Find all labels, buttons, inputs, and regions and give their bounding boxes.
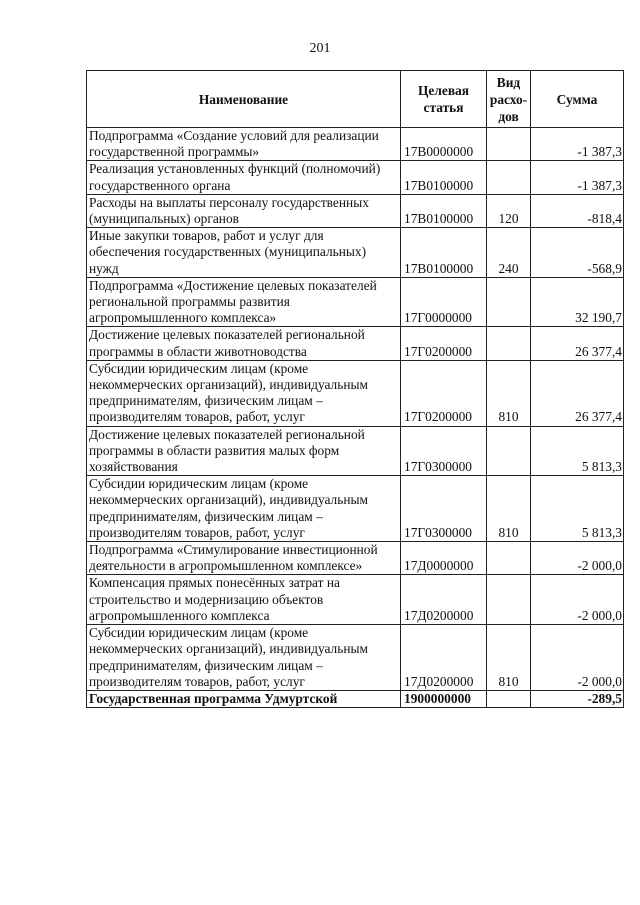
row-name: Подпрограмма «Создание условий для реализации государственной программы» — [87, 128, 401, 161]
total-sum: -289,5 — [531, 690, 624, 707]
row-code: 17Г0300000 — [401, 476, 487, 542]
row-type — [487, 542, 531, 575]
total-code: 1900000000 — [401, 690, 487, 707]
row-code: 17Д0200000 — [401, 575, 487, 625]
row-type: 810 — [487, 476, 531, 542]
row-sum: 32 190,7 — [531, 277, 624, 327]
row-type: 810 — [487, 360, 531, 426]
row-type: 810 — [487, 625, 531, 691]
header-sum: Сумма — [531, 71, 624, 128]
table-row — [87, 542, 624, 575]
row-code: 17В0000000 — [401, 128, 487, 161]
table-row — [87, 194, 624, 227]
row-name: Реализация установленных функций (полномочий) государственного органа — [87, 161, 401, 194]
row-sum: 26 377,4 — [531, 327, 624, 360]
row-code: 17Г0200000 — [401, 327, 487, 360]
table-row — [87, 625, 624, 691]
row-sum: -568,9 — [531, 228, 624, 278]
header-type: Вид расхо-дов — [487, 71, 531, 128]
row-code: 17Д0000000 — [401, 542, 487, 575]
row-name: Достижение целевых показателей региональной программы в области животноводства — [87, 327, 401, 360]
table-header-row — [87, 71, 624, 128]
table-row — [87, 277, 624, 327]
row-name: Расходы на выплаты персоналу государственных (муниципальных) органов — [87, 194, 401, 227]
table-row — [87, 128, 624, 161]
row-code: 17Г0200000 — [401, 360, 487, 426]
row-type — [487, 128, 531, 161]
row-type — [487, 327, 531, 360]
row-code: 17Г0000000 — [401, 277, 487, 327]
table-row — [87, 161, 624, 194]
row-type — [487, 426, 531, 476]
row-code: 17В0100000 — [401, 194, 487, 227]
table-row — [87, 476, 624, 542]
row-name: Подпрограмма «Достижение целевых показателей региональной программы развития агропромышленного комплекса» — [87, 277, 401, 327]
row-code: 17Г0300000 — [401, 426, 487, 476]
row-name: Субсидии юридическим лицам (кроме некоммерческих организаций), индивидуальным предпринимателям, физическим лицам – производителям товаров, работ, услуг — [87, 360, 401, 426]
table-row — [87, 228, 624, 278]
total-name: Государственная программа Удмуртской — [87, 690, 401, 707]
row-type: 240 — [487, 228, 531, 278]
row-name: Субсидии юридическим лицам (кроме некоммерческих организаций), индивидуальным предпринимателям, физическим лицам – производителям товаров, работ, услуг — [87, 476, 401, 542]
row-type — [487, 277, 531, 327]
row-sum: -1 387,3 — [531, 128, 624, 161]
row-type — [487, 575, 531, 625]
row-code: 17В0100000 — [401, 228, 487, 278]
total-row — [87, 690, 624, 707]
row-name: Субсидии юридическим лицам (кроме некоммерческих организаций), индивидуальным предпринимателям, физическим лицам – производителям товаров, работ, услуг — [87, 625, 401, 691]
total-type — [487, 690, 531, 707]
row-sum: 5 813,3 — [531, 426, 624, 476]
row-sum: -2 000,0 — [531, 542, 624, 575]
row-sum: -818,4 — [531, 194, 624, 227]
table-row — [87, 327, 624, 360]
row-name: Подпрограмма «Стимулирование инвестиционной деятельности в агропромышленном комплексе» — [87, 542, 401, 575]
budget-table — [86, 70, 624, 708]
row-name: Иные закупки товаров, работ и услуг для обеспечения государственных (муниципальных) нужд — [87, 228, 401, 278]
row-sum: 26 377,4 — [531, 360, 624, 426]
row-sum: -1 387,3 — [531, 161, 624, 194]
row-code: 17Д0200000 — [401, 625, 487, 691]
header-name: Наименование — [87, 71, 401, 128]
page-number: 201 — [309, 41, 331, 56]
table-row — [87, 575, 624, 625]
row-code: 17В0100000 — [401, 161, 487, 194]
header-code: Целевая статья — [401, 71, 487, 128]
row-name: Достижение целевых показателей региональной программы в области развития малых форм хозяйствования — [87, 426, 401, 476]
row-sum: -2 000,0 — [531, 575, 624, 625]
row-type — [487, 161, 531, 194]
row-sum: 5 813,3 — [531, 476, 624, 542]
table-row — [87, 426, 624, 476]
row-name: Компенсация прямых понесённых затрат на строительство и модернизацию объектов агропромышленного комплекса — [87, 575, 401, 625]
table-row — [87, 360, 624, 426]
row-type: 120 — [487, 194, 531, 227]
row-sum: -2 000,0 — [531, 625, 624, 691]
